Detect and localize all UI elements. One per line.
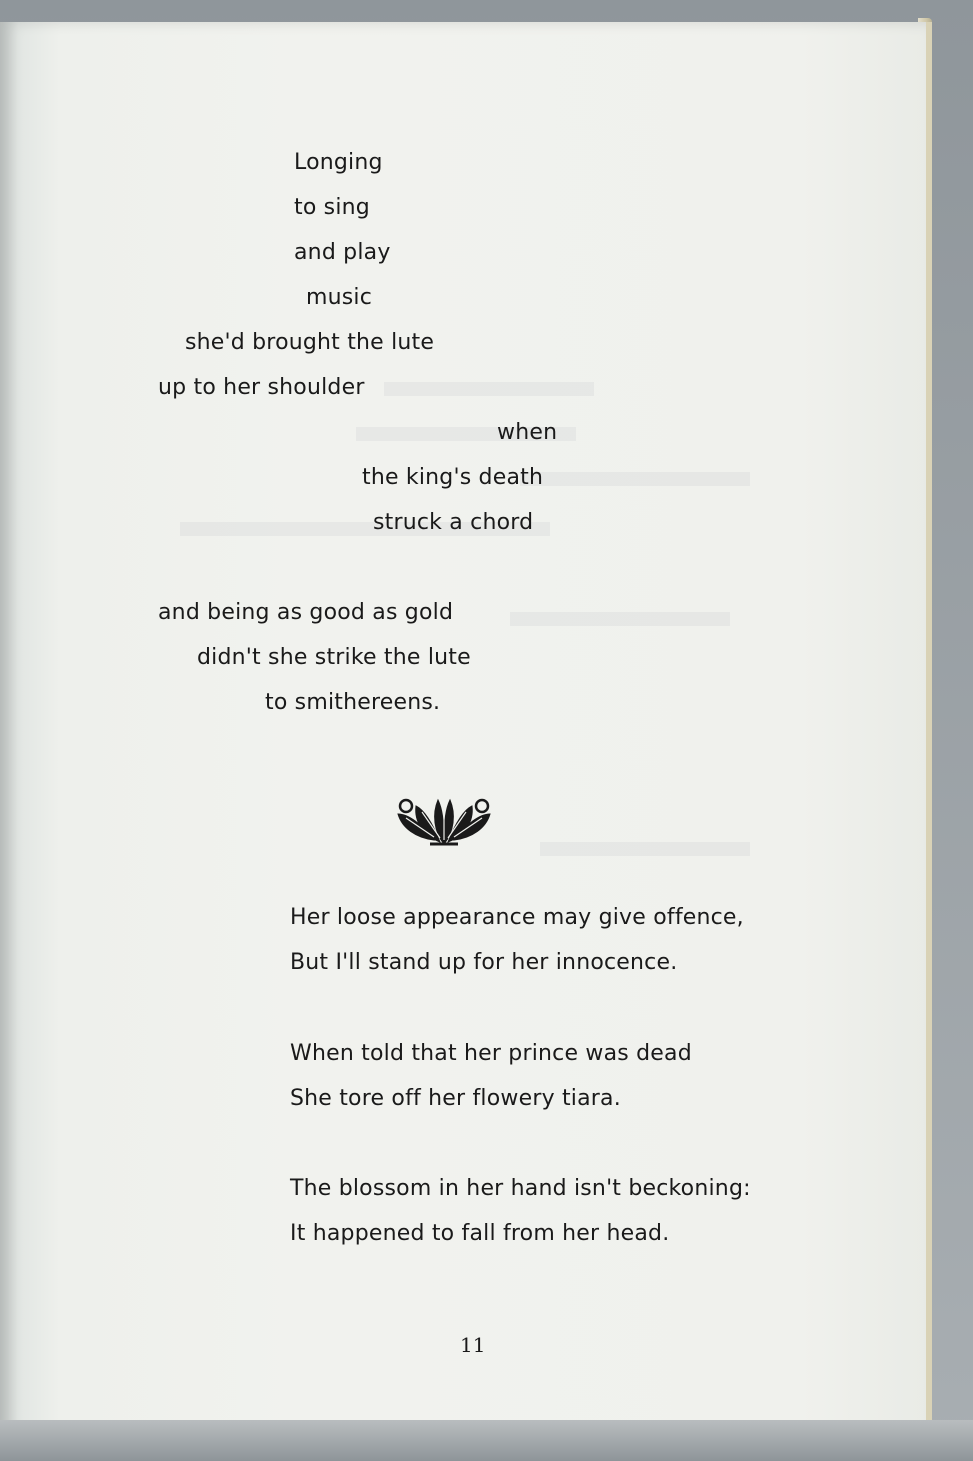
poem-line: when <box>497 420 558 445</box>
poem-line: the king's death <box>362 465 544 490</box>
poem-line: up to her shoulder <box>158 375 365 400</box>
poem-line: She tore off her flowery tiara. <box>290 1086 621 1111</box>
poem-line: to smithereens. <box>265 690 441 715</box>
poem-line: to sing <box>294 195 370 220</box>
show-through-smudge <box>520 472 750 486</box>
show-through-smudge <box>384 382 594 396</box>
scan-bottom-edge <box>0 1420 973 1461</box>
poem-line: and being as good as gold <box>158 600 454 625</box>
show-through-smudge <box>540 842 750 856</box>
book-page <box>0 22 932 1442</box>
poem-line: It happened to fall from her head. <box>290 1221 670 1246</box>
poem-line: and play <box>294 240 391 265</box>
poem-line: she'd brought the lute <box>185 330 435 355</box>
page-number: 11 <box>460 1333 486 1357</box>
poem-line: The blossom in her hand isn't beckoning: <box>290 1176 751 1201</box>
show-through-smudge <box>510 612 730 626</box>
poem-line: didn't she strike the lute <box>197 645 471 670</box>
poem-line: When told that her prince was dead <box>290 1041 692 1066</box>
poem-line: But I'll stand up for her innocence. <box>290 950 678 975</box>
poem-line: Her loose appearance may give offence, <box>290 905 744 930</box>
poem-line: Longing <box>294 150 383 175</box>
poem-line: music <box>306 285 373 310</box>
poem-line: struck a chord <box>373 510 534 535</box>
floral-fleuron-icon <box>394 792 494 846</box>
